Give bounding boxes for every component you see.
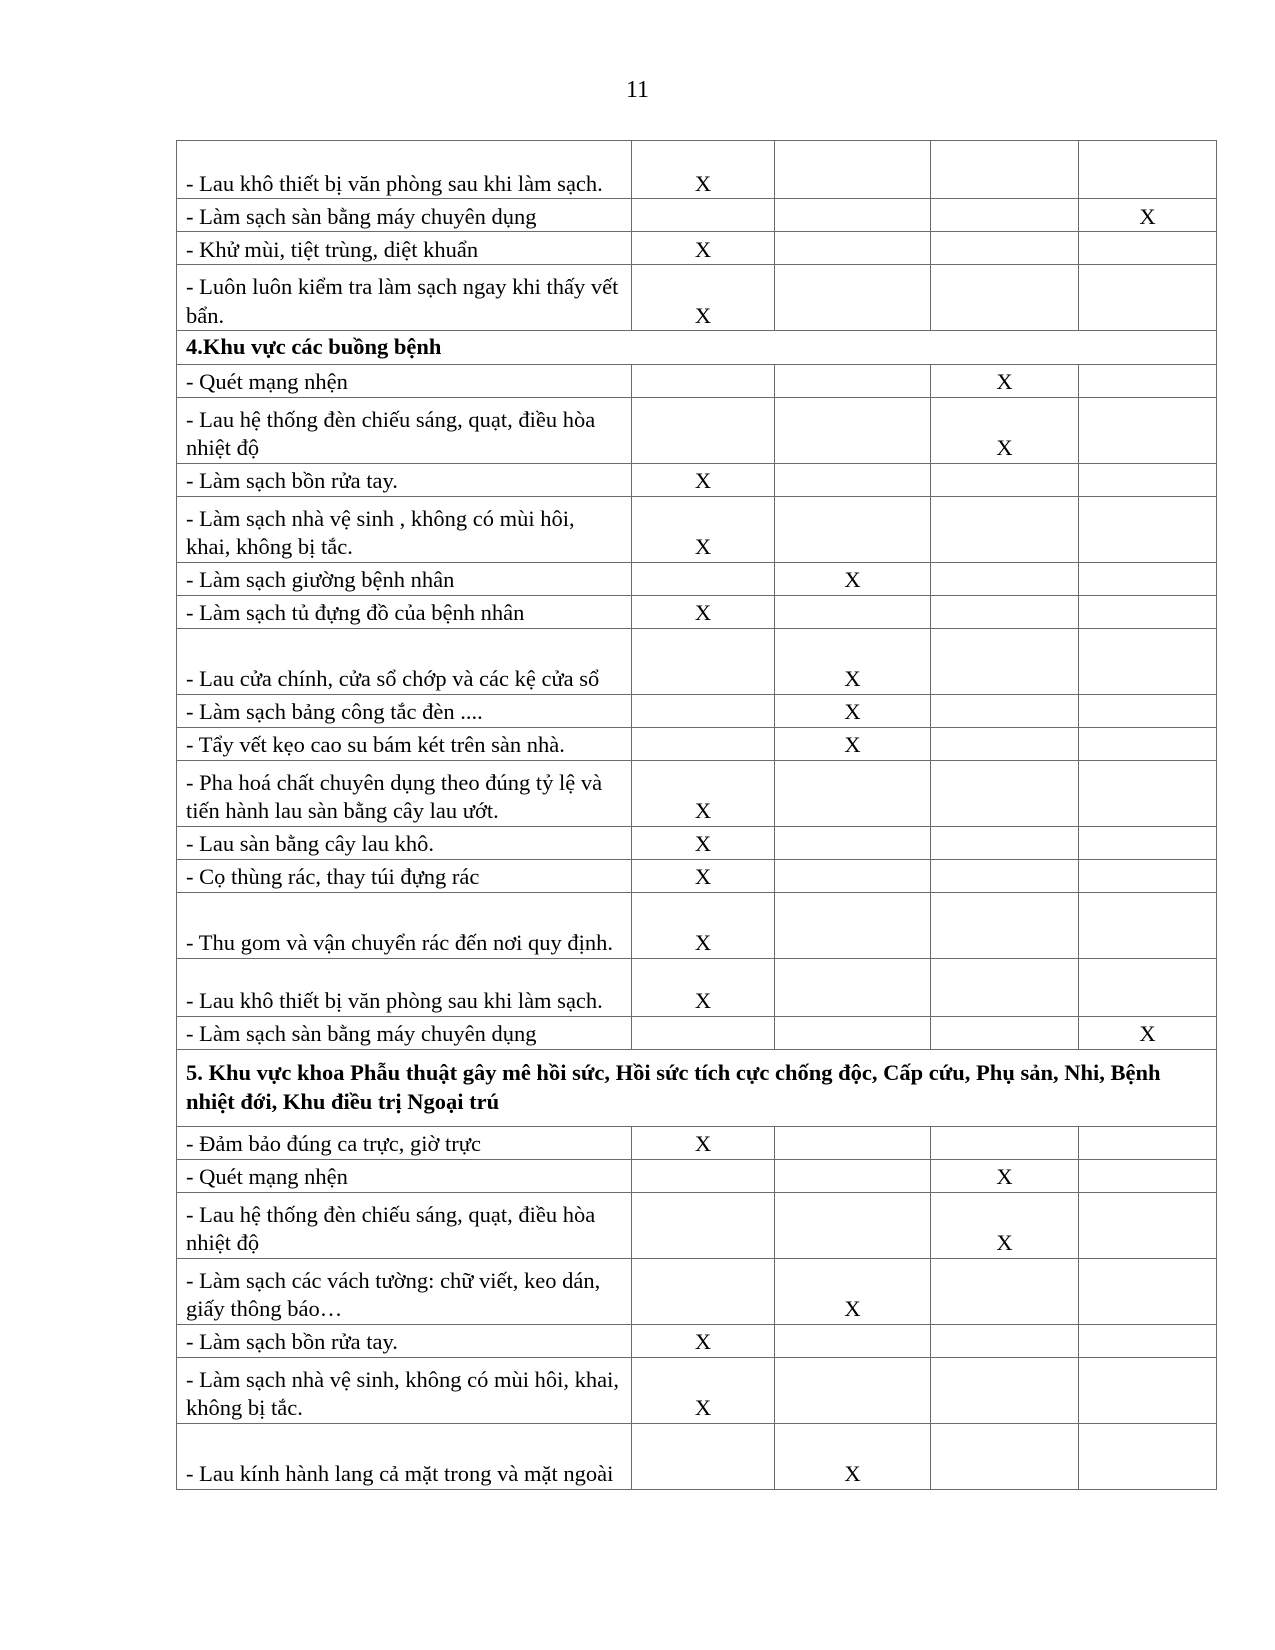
task-cell: - Lau cửa chính, cửa sổ chớp và các kệ cửa sổ — [177, 628, 632, 694]
frequency-mark-cell — [775, 595, 931, 628]
frequency-mark-cell: X — [931, 364, 1079, 397]
frequency-mark-cell: X — [775, 562, 931, 595]
frequency-mark-cell — [931, 199, 1079, 232]
frequency-mark-cell — [931, 826, 1079, 859]
frequency-mark-cell — [1079, 265, 1217, 331]
frequency-mark-cell — [931, 727, 1079, 760]
table-row — [177, 1423, 1217, 1489]
frequency-mark-cell — [775, 1192, 931, 1258]
table-row — [177, 1324, 1217, 1357]
table-row — [177, 760, 1217, 826]
frequency-mark-cell — [632, 562, 775, 595]
frequency-mark-cell: X — [632, 595, 775, 628]
task-cell: - Lau sàn bằng cây lau khô. — [177, 826, 632, 859]
table-row — [177, 232, 1217, 265]
frequency-mark-cell — [931, 958, 1079, 1016]
frequency-mark-cell: X — [632, 859, 775, 892]
frequency-mark-cell — [1079, 1357, 1217, 1423]
frequency-mark-cell — [931, 562, 1079, 595]
frequency-mark-cell — [931, 1357, 1079, 1423]
frequency-mark-cell — [632, 364, 775, 397]
frequency-mark-cell — [1079, 892, 1217, 958]
table-row — [177, 463, 1217, 496]
frequency-mark-cell — [632, 1192, 775, 1258]
frequency-mark-cell: X — [632, 232, 775, 265]
task-cell: - Lau khô thiết bị văn phòng sau khi làm sạch. — [177, 958, 632, 1016]
frequency-mark-cell — [1079, 463, 1217, 496]
frequency-mark-cell — [632, 628, 775, 694]
frequency-mark-cell — [1079, 628, 1217, 694]
table-row — [177, 727, 1217, 760]
frequency-mark-cell: X — [931, 1159, 1079, 1192]
table-row — [177, 958, 1217, 1016]
task-cell: - Làm sạch giường bệnh nhân — [177, 562, 632, 595]
task-cell: - Lau hệ thống đèn chiếu sáng, quạt, điều hòa nhiệt độ — [177, 1192, 632, 1258]
frequency-mark-cell — [632, 727, 775, 760]
frequency-mark-cell — [1079, 1159, 1217, 1192]
frequency-mark-cell — [632, 1159, 775, 1192]
table-row — [177, 1016, 1217, 1049]
frequency-mark-cell — [775, 760, 931, 826]
task-cell: - Đảm bảo đúng ca trực, giờ trực — [177, 1126, 632, 1159]
frequency-mark-cell — [931, 595, 1079, 628]
frequency-mark-cell — [775, 199, 931, 232]
task-cell: - Luôn luôn kiểm tra làm sạch ngay khi thấy vết bẩn. — [177, 265, 632, 331]
frequency-mark-cell — [775, 141, 931, 199]
task-cell: - Cọ thùng rác, thay túi đựng rác — [177, 859, 632, 892]
frequency-mark-cell — [632, 199, 775, 232]
frequency-mark-cell — [632, 397, 775, 463]
task-cell: - Làm sạch sàn bằng máy chuyên dụng — [177, 1016, 632, 1049]
task-cell: - Làm sạch bảng công tắc đèn .... — [177, 694, 632, 727]
frequency-mark-cell — [931, 694, 1079, 727]
frequency-mark-cell — [1079, 397, 1217, 463]
frequency-mark-cell — [931, 892, 1079, 958]
frequency-mark-cell — [931, 463, 1079, 496]
task-cell: - Tẩy vết kẹo cao su bám két trên sàn nhà. — [177, 727, 632, 760]
task-cell: - Lau khô thiết bị văn phòng sau khi làm sạch. — [177, 141, 632, 199]
table-row — [177, 1126, 1217, 1159]
table-row — [177, 694, 1217, 727]
frequency-mark-cell — [1079, 727, 1217, 760]
table-row — [177, 199, 1217, 232]
task-cell: - Làm sạch bồn rửa tay. — [177, 1324, 632, 1357]
frequency-mark-cell — [1079, 1423, 1217, 1489]
frequency-mark-cell — [931, 859, 1079, 892]
task-cell: - Làm sạch nhà vệ sinh, không có mùi hôi, khai, không bị tắc. — [177, 1357, 632, 1423]
table-row — [177, 859, 1217, 892]
table-row — [177, 397, 1217, 463]
frequency-mark-cell — [775, 892, 931, 958]
table-row — [177, 1357, 1217, 1423]
frequency-mark-cell — [1079, 1192, 1217, 1258]
frequency-mark-cell — [775, 265, 931, 331]
frequency-mark-cell — [775, 1016, 931, 1049]
table-row — [177, 364, 1217, 397]
frequency-mark-cell: X — [931, 397, 1079, 463]
frequency-mark-cell — [931, 1016, 1079, 1049]
frequency-mark-cell — [931, 1258, 1079, 1324]
frequency-mark-cell — [1079, 826, 1217, 859]
table-row — [177, 826, 1217, 859]
task-cell: - Làm sạch các vách tường: chữ viết, keo dán, giấy thông báo… — [177, 1258, 632, 1324]
task-cell: - Lau hệ thống đèn chiếu sáng, quạt, điều hòa nhiệt độ — [177, 397, 632, 463]
frequency-mark-cell — [931, 1423, 1079, 1489]
task-cell: - Pha hoá chất chuyên dụng theo đúng tỷ lệ và tiến hành lau sàn bằng cây lau ướt. — [177, 760, 632, 826]
frequency-mark-cell: X — [931, 1192, 1079, 1258]
frequency-mark-cell — [632, 1016, 775, 1049]
frequency-mark-cell — [931, 760, 1079, 826]
frequency-mark-cell — [1079, 760, 1217, 826]
frequency-mark-cell — [775, 859, 931, 892]
frequency-mark-cell — [1079, 1126, 1217, 1159]
frequency-mark-cell — [1079, 364, 1217, 397]
frequency-mark-cell: X — [632, 496, 775, 562]
checklist-body — [177, 141, 1217, 1490]
frequency-mark-cell: X — [632, 265, 775, 331]
frequency-mark-cell — [775, 1159, 931, 1192]
frequency-mark-cell — [931, 496, 1079, 562]
table-row — [177, 892, 1217, 958]
frequency-mark-cell: X — [632, 1126, 775, 1159]
frequency-mark-cell: X — [632, 760, 775, 826]
frequency-mark-cell — [931, 628, 1079, 694]
frequency-mark-cell: X — [775, 628, 931, 694]
table-row — [177, 1258, 1217, 1324]
task-cell: - Làm sạch nhà vệ sinh , không có mùi hôi, khai, không bị tắc. — [177, 496, 632, 562]
page-number: 11 — [625, 77, 650, 103]
frequency-mark-cell — [1079, 1324, 1217, 1357]
frequency-mark-cell — [1079, 1258, 1217, 1324]
frequency-mark-cell: X — [775, 694, 931, 727]
frequency-mark-cell: X — [1079, 199, 1217, 232]
frequency-mark-cell — [1079, 232, 1217, 265]
section-title: 5. Khu vực khoa Phẫu thuật gây mê hồi sức, Hồi sức tích cực chống độc, Cấp cứu, Phụ sản, Nhi, Bệnh nhiệt đới, Khu điều trị Ngoại trú — [177, 1049, 1217, 1126]
table-row — [177, 141, 1217, 199]
frequency-mark-cell — [632, 694, 775, 727]
frequency-mark-cell: X — [632, 1324, 775, 1357]
frequency-mark-cell — [775, 397, 931, 463]
frequency-mark-cell — [931, 265, 1079, 331]
task-cell: - Thu gom và vận chuyển rác đến nơi quy định. — [177, 892, 632, 958]
frequency-mark-cell — [775, 958, 931, 1016]
table-row — [177, 1192, 1217, 1258]
table-row — [177, 562, 1217, 595]
frequency-mark-cell — [1079, 496, 1217, 562]
table-row — [177, 595, 1217, 628]
frequency-mark-cell — [775, 364, 931, 397]
frequency-mark-cell — [931, 1126, 1079, 1159]
frequency-mark-cell — [1079, 562, 1217, 595]
frequency-mark-cell: X — [632, 958, 775, 1016]
frequency-mark-cell — [1079, 141, 1217, 199]
frequency-mark-cell — [775, 496, 931, 562]
frequency-mark-cell — [632, 1258, 775, 1324]
task-cell: - Lau kính hành lang cả mặt trong và mặt ngoài — [177, 1423, 632, 1489]
task-cell: - Làm sạch sàn bằng máy chuyên dụng — [177, 199, 632, 232]
task-cell: - Quét mạng nhện — [177, 1159, 632, 1192]
task-cell: - Làm sạch tủ đựng đồ của bệnh nhân — [177, 595, 632, 628]
frequency-mark-cell — [775, 826, 931, 859]
frequency-mark-cell — [1079, 958, 1217, 1016]
frequency-mark-cell: X — [632, 826, 775, 859]
section-header-row — [177, 1049, 1217, 1126]
frequency-mark-cell — [931, 1324, 1079, 1357]
frequency-mark-cell: X — [1079, 1016, 1217, 1049]
task-cell: - Khử mùi, tiệt trùng, diệt khuẩn — [177, 232, 632, 265]
frequency-mark-cell — [775, 463, 931, 496]
frequency-mark-cell: X — [775, 727, 931, 760]
frequency-mark-cell — [775, 1357, 931, 1423]
frequency-mark-cell: X — [775, 1258, 931, 1324]
task-cell: - Quét mạng nhện — [177, 364, 632, 397]
table-row — [177, 628, 1217, 694]
frequency-mark-cell: X — [632, 141, 775, 199]
frequency-mark-cell — [775, 1126, 931, 1159]
frequency-mark-cell: X — [632, 1357, 775, 1423]
table-row — [177, 1159, 1217, 1192]
cleaning-checklist-table — [176, 140, 1217, 1490]
frequency-mark-cell — [632, 1423, 775, 1489]
section-header-row — [177, 331, 1217, 365]
frequency-mark-cell — [775, 232, 931, 265]
frequency-mark-cell — [931, 232, 1079, 265]
frequency-mark-cell: X — [632, 892, 775, 958]
frequency-mark-cell — [1079, 859, 1217, 892]
frequency-mark-cell: X — [775, 1423, 931, 1489]
section-title: 4.Khu vực các buồng bệnh — [177, 331, 1217, 365]
frequency-mark-cell — [931, 141, 1079, 199]
frequency-mark-cell — [1079, 694, 1217, 727]
table-row — [177, 496, 1217, 562]
frequency-mark-cell — [775, 1324, 931, 1357]
task-cell: - Làm sạch bồn rửa tay. — [177, 463, 632, 496]
table-row — [177, 265, 1217, 331]
frequency-mark-cell — [1079, 595, 1217, 628]
frequency-mark-cell: X — [632, 463, 775, 496]
